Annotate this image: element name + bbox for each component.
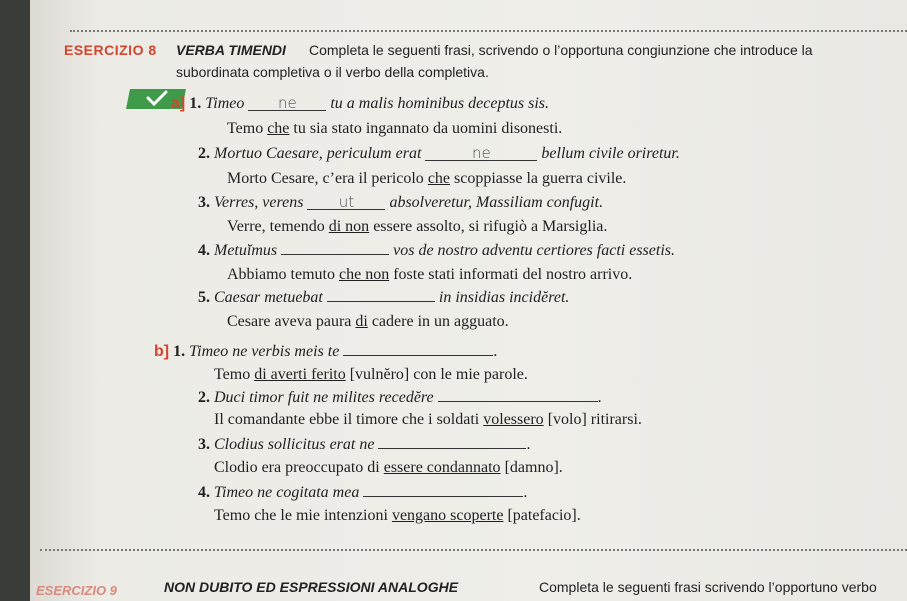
- item-b1-latin: [154, 343, 497, 361]
- italian-underlined: di averti ferito: [254, 366, 346, 383]
- latin-text: Duci timor fuit ne milites recedĕre: [214, 389, 434, 406]
- italian-text: Morto Cesare, c’era il pericolo: [227, 170, 428, 187]
- item-b3-latin: [198, 436, 530, 454]
- italian-text: Temo: [214, 366, 255, 383]
- item-number: 4.: [198, 242, 210, 259]
- section-a-label: a]: [171, 95, 186, 112]
- italian-text: Clodio era preoccupato di: [214, 459, 384, 476]
- italian-underlined: vengano scoperte: [391, 507, 504, 524]
- answer-blank[interactable]: [281, 254, 389, 255]
- exercise-instruction-line2: subordinata completiva o il verbo della completiva.: [176, 64, 489, 80]
- latin-text: Timeo: [205, 95, 245, 112]
- italian-text: Verre, temendo: [227, 218, 329, 235]
- italian-text: Cesare aveva paura: [227, 313, 356, 330]
- latin-text: Verres, verens: [214, 194, 304, 211]
- textbook-page: [30, 0, 907, 601]
- italian-text: Temo che le mie intenzioni: [214, 507, 392, 524]
- italian-text: tu sia stato ingannato da uomini disonesti.: [289, 120, 563, 137]
- italian-underlined: essere condannato: [383, 459, 501, 476]
- answer-blank[interactable]: [363, 496, 523, 497]
- latin-text: Timeo ne verbis meis te: [189, 343, 340, 360]
- next-exercise-title: NON DUBITO ED ESPRESSIONI ANALOGHE: [164, 579, 459, 595]
- italian-underlined: di: [355, 313, 368, 330]
- punctuation: .: [523, 484, 528, 501]
- punctuation: .: [493, 343, 498, 360]
- answer-blank[interactable]: [438, 401, 598, 402]
- item-a3-latin: [198, 194, 603, 212]
- italian-underlined: che: [427, 170, 451, 187]
- italian-underlined: di non: [328, 218, 370, 235]
- latin-text: bellum civile oriretur.: [541, 145, 680, 162]
- item-a5-latin: [198, 289, 569, 307]
- italian-text: essere assolto, si rifugiò a Marsiglia.: [369, 218, 608, 235]
- item-number: 4.: [198, 484, 210, 501]
- item-b2-italian: [214, 411, 642, 429]
- italian-text: [volo] ritirarsi.: [543, 411, 642, 428]
- italian-text: Il comandante ebbe il timore che i soldati: [214, 411, 484, 428]
- next-exercise-label: ESERCIZIO 9: [36, 583, 117, 598]
- answer-blank[interactable]: ne: [425, 146, 537, 161]
- italian-text: [vulnĕro] con le mie parole.: [345, 366, 528, 383]
- punctuation: .: [526, 436, 531, 453]
- item-a4-italian: [227, 266, 632, 284]
- item-a2-italian: [227, 170, 626, 188]
- punctuation: .: [597, 389, 602, 406]
- answer-blank[interactable]: ut: [307, 195, 385, 210]
- italian-text: cadere in un agguato.: [367, 313, 509, 330]
- latin-text: Clodius sollicitus erat ne: [214, 436, 375, 453]
- item-number: 3.: [198, 194, 210, 211]
- answer-blank[interactable]: [327, 301, 435, 302]
- item-a4-latin: [198, 242, 675, 260]
- latin-text: absolveretur, Massiliam confugit.: [389, 194, 604, 211]
- latin-text: Timeo ne cogitata mea: [214, 484, 360, 501]
- item-a1-italian: [227, 120, 562, 138]
- italian-text: foste stati informati del nostro arrivo.: [389, 266, 633, 283]
- item-a2-latin: [198, 145, 680, 163]
- answer-blank[interactable]: ne: [248, 96, 326, 111]
- item-b2-latin: [198, 389, 602, 407]
- italian-text: Abbiamo temuto: [227, 266, 339, 283]
- latin-text: Caesar metuebat: [214, 289, 323, 306]
- answer-blank[interactable]: [343, 355, 493, 356]
- item-number: 3.: [198, 436, 210, 453]
- item-number: 5.: [198, 289, 210, 306]
- latin-text: Metuĭmus: [214, 242, 278, 259]
- item-number: 1.: [173, 343, 186, 360]
- item-number: 2.: [198, 145, 210, 162]
- item-b3-italian: [214, 459, 563, 477]
- italian-text: scoppiasse la guerra civile.: [450, 170, 627, 187]
- bottom-divider: [40, 549, 907, 551]
- item-a3-italian: [227, 218, 607, 236]
- exercise-instruction-line1: Completa le seguenti frasi, scrivendo o l’opportuna congiunzione che introduce la: [309, 42, 813, 58]
- italian-underlined: volessero: [483, 411, 544, 428]
- exercise-label: ESERCIZIO 8: [64, 42, 157, 58]
- italian-underlined: che: [267, 120, 290, 137]
- latin-text: in insidias incidĕret.: [438, 289, 570, 306]
- item-number: 1.: [189, 95, 202, 112]
- exercise-title: VERBA TIMENDI: [176, 42, 286, 58]
- italian-text: [damno].: [500, 459, 563, 476]
- item-a5-italian: [227, 313, 509, 331]
- item-b4-latin: [198, 484, 527, 502]
- italian-text: [patefacio].: [503, 507, 581, 524]
- latin-text: tu a malis hominibus deceptus sis.: [330, 95, 550, 112]
- section-b-label: b]: [154, 343, 170, 360]
- item-number: 2.: [198, 389, 210, 406]
- top-divider: [70, 30, 907, 32]
- answer-blank[interactable]: [378, 448, 526, 449]
- italian-text: Temo: [227, 120, 268, 137]
- latin-text: vos de nostro adventu certiores facti essetis.: [393, 242, 675, 259]
- item-a1-latin: [171, 95, 549, 113]
- item-b4-italian: [214, 507, 581, 525]
- next-exercise-instruction: Completa le seguenti frasi scrivendo l’opportuno verbo: [539, 579, 877, 595]
- item-b1-italian: [214, 366, 528, 384]
- italian-underlined: che non: [338, 266, 390, 283]
- latin-text: Mortuo Caesare, periculum erat: [214, 145, 422, 162]
